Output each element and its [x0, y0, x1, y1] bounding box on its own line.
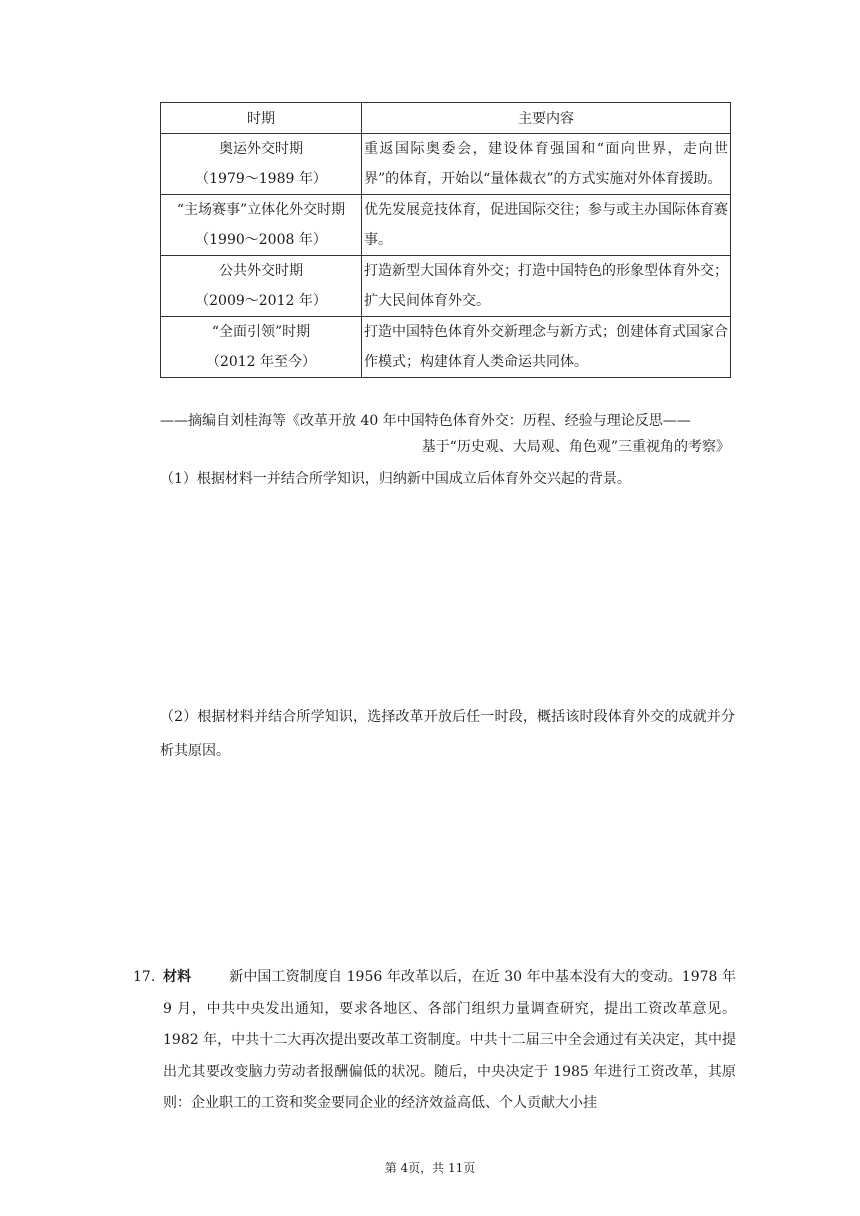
period-name: 奥运外交时期	[219, 141, 303, 157]
period-years: （1990～2008 年）	[195, 232, 327, 248]
table-row	[161, 134, 731, 195]
table-header-row	[161, 103, 731, 134]
period-years: （2009～2012 年）	[195, 293, 327, 309]
periods-table	[160, 102, 731, 378]
content-cell: 重返国际奥委会，建设体育强国和“面向世界，走向世界”的体育，开始以“量体裁衣”的方式实施对外体育援助。	[362, 134, 731, 195]
source-citation-line1: ——摘编自刘桂海等《改革开放 40 年中国特色体育外交：历程、经验与理论反思——	[160, 413, 691, 429]
source-citation-line2: 基于“历史观、大局观、角色观”三重视角的考察》	[421, 439, 730, 455]
table-row	[161, 317, 731, 378]
material-text	[163, 962, 736, 1120]
question-1: （1）根据材料一并结合所学知识，归纳新中国成立后体育外交兴起的背景。	[160, 471, 631, 487]
table-row	[161, 195, 731, 256]
content-cell: 打造新型大国体育外交；打造中国特色的形象型体育外交；扩大民间体育外交。	[362, 256, 731, 317]
period-cell	[161, 317, 362, 378]
header-content: 主要内容	[362, 103, 731, 134]
header-period: 时期	[161, 103, 362, 134]
table-row	[161, 256, 731, 317]
material-body: 新中国工资制度自 1956 年改革以后，在近 30 年中基本没有大的变动。1978 年 9 月，中共中央发出通知，要求各地区、各部门组织力量调查研究，提出工资改革意见。1982 年，中共十二大再次提出要改革工资制度。中共十二届三中全会通过有关决定，其中提出尤其要改变脑力劳动者报酬偏低的状况。随后，中央决定于 1985 年进行工资改革，其原则：企业职工的工资和奖金要同企业的经济效益高低、个人贡献大小挂	[163, 969, 736, 1111]
question-2: （2）根据材料并结合所学知识，选择改革开放后任一时段，概括该时段体育外交的成就并分析其原因。	[160, 709, 735, 759]
question-number: 17.	[133, 969, 156, 985]
page-footer: 第 4页，共 11页	[384, 1161, 476, 1175]
period-years: （1979～1989 年）	[195, 171, 327, 187]
material-label: 材料	[163, 969, 192, 985]
question-17	[133, 962, 736, 1120]
period-years: （2012 年至今）	[205, 354, 317, 370]
content-cell: 优先发展竞技体育，促进国际交往；参与或主办国际体育赛事。	[362, 195, 731, 256]
period-name: “全面引领”时期	[211, 324, 311, 340]
period-cell	[161, 134, 362, 195]
period-cell	[161, 195, 362, 256]
period-name: 公共外交时期	[219, 263, 303, 279]
content-cell: 打造中国特色体育外交新理念与新方式；创建体育式国家合作模式；构建体育人类命运共同体。	[362, 317, 731, 378]
period-name: “主场赛事”立体化外交时期	[176, 202, 346, 218]
period-cell	[161, 256, 362, 317]
